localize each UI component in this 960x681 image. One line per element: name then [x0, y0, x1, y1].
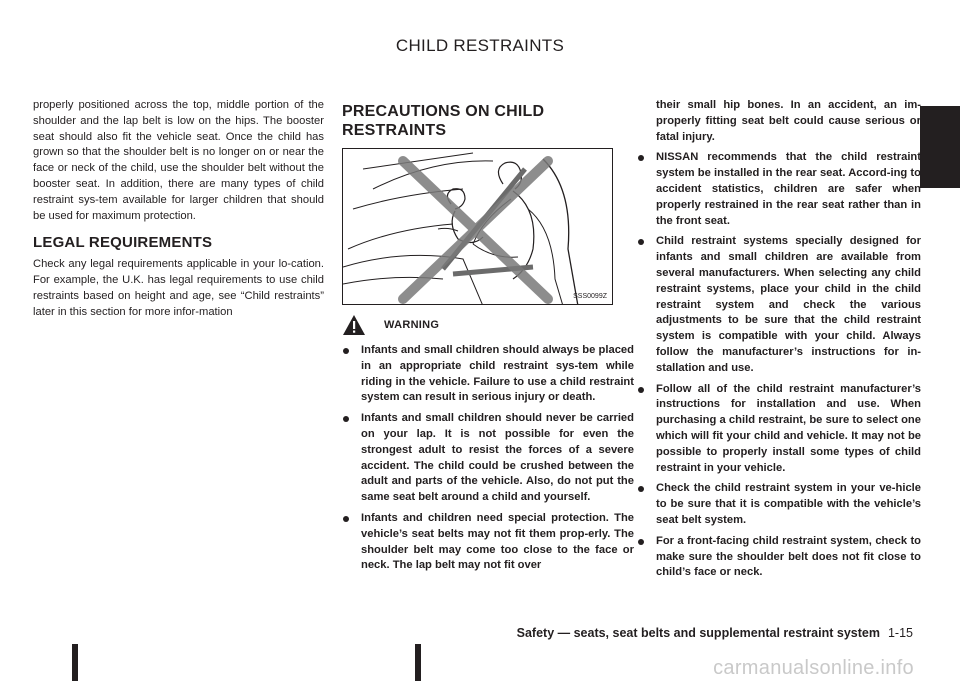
figure-id-label: SSS0099Z — [573, 293, 607, 300]
list-item — [342, 511, 634, 574]
continued-bullet-text: their small hip bones. In an accident, an im-properly fitting seat belt could cause serious or fatal injury. — [656, 99, 921, 143]
warning-bullet-list — [342, 343, 634, 574]
list-item — [342, 411, 634, 506]
column-middle — [342, 98, 634, 579]
list-item-text: Check the child restraint system in your ve-hicle to be sure that it is compatible with the vehicle’s seat belt system. — [656, 482, 921, 526]
list-item — [637, 150, 921, 229]
bullet-icon — [638, 486, 644, 492]
crop-mark-left — [72, 644, 78, 681]
bullet-icon — [638, 155, 644, 161]
column-left — [33, 98, 324, 321]
list-item-text: For a front-facing child restraint system, check to make sure the shoulder belt does not fit close to child’s face or neck. — [656, 534, 921, 579]
legal-requirements-heading: LEGAL REQUIREMENTS — [33, 234, 213, 252]
section-thumb-tab — [920, 106, 960, 188]
list-item — [342, 343, 634, 406]
list-item — [637, 234, 921, 376]
child-on-lap-illustration — [342, 148, 613, 305]
illustration-svg — [343, 149, 613, 305]
footer-section-title: Safety — seats, seat belts and supplemental restraint system — [516, 626, 880, 640]
list-item-text: Infants and children need special protection. The vehicle’s seat belts may not fit them prop-erly. The shoulder belt may come too close to the face or neck. The lap belt may not fit over — [361, 511, 634, 572]
warning-title — [342, 313, 634, 337]
column-right — [637, 98, 921, 586]
warning-block — [342, 313, 634, 574]
bullet-icon — [638, 539, 644, 545]
legal-requirements-paragraph: Check any legal requirements applicable in your lo-cation. For example, the U.K. has legal requirements to use child restraints based on height and age, see “Child restraints” later in this section for more infor-mation — [33, 258, 324, 318]
list-item-text: Infants and small children should never be carried on your lap. It is not possible for even the strongest adult to resist the forces of a severe accident. The child could be crushed between the adult and parts of the vehicle. Also, do not put the same seat belt around a child and yourself. — [361, 412, 634, 504]
list-item-text: Follow all of the child restraint manufacturer’s instructions for installation and use. When purchasing a child restraint, be sure to select one which will fit your child and vehicle. It may not be possible to properly install some types of child restraint in your vehicle. — [656, 382, 921, 474]
precaution-bullet-list — [637, 150, 921, 581]
list-item-text: Infants and small children should always be placed in an appropriate child restraint sys-tem while riding in the vehicle. Failure to use a child restraint system can result in serious injury or death. — [361, 344, 634, 404]
watermark-text: carmanualsonline.info — [713, 657, 914, 679]
bullet-icon — [343, 348, 349, 354]
bullet-icon — [638, 239, 644, 245]
list-item — [637, 382, 921, 477]
precautions-heading: PRECAUTIONS ON CHILD RESTRAINTS — [342, 103, 545, 139]
crop-mark-right — [415, 644, 421, 681]
warning-triangle-icon — [342, 314, 366, 336]
bullet-icon — [343, 516, 349, 522]
list-item — [637, 481, 921, 528]
page-number: 1-15 — [887, 626, 913, 640]
bullet-icon — [343, 416, 349, 422]
list-item — [637, 534, 921, 581]
page-header-title: CHILD RESTRAINTS — [395, 36, 565, 55]
intro-paragraph: properly positioned across the top, middle portion of the shoulder and the lap belt is low on the hips. The booster seat should also fit the vehicle seat. Once the child has grown so that the shoulder belt is no longer on or near the face or neck of the child, use the shoulder belt without the booster seat. In addition, there are many types of child restraint sys-tem available for larger children that should be used for maximum protection. — [33, 99, 324, 222]
list-item-text: Child restraint systems specially designed for infants and small children are available from several manufacturers. When selecting any child restraint systems, place your child in the child restraint system and check the various adjustments to be sure that the child restraint system is compatible with your child. Always follow the manufacturer’s instructions for in-stallation and use. — [656, 235, 921, 374]
list-item-text: NISSAN recommends that the child restraint system be installed in the rear seat. Accord-ing to accident statistics, children are safer when properly restrained in the rear seat rather than in the front seat. — [656, 151, 921, 227]
page-footer — [517, 626, 913, 640]
bullet-icon — [638, 387, 644, 393]
warning-label: WARNING — [384, 319, 440, 331]
